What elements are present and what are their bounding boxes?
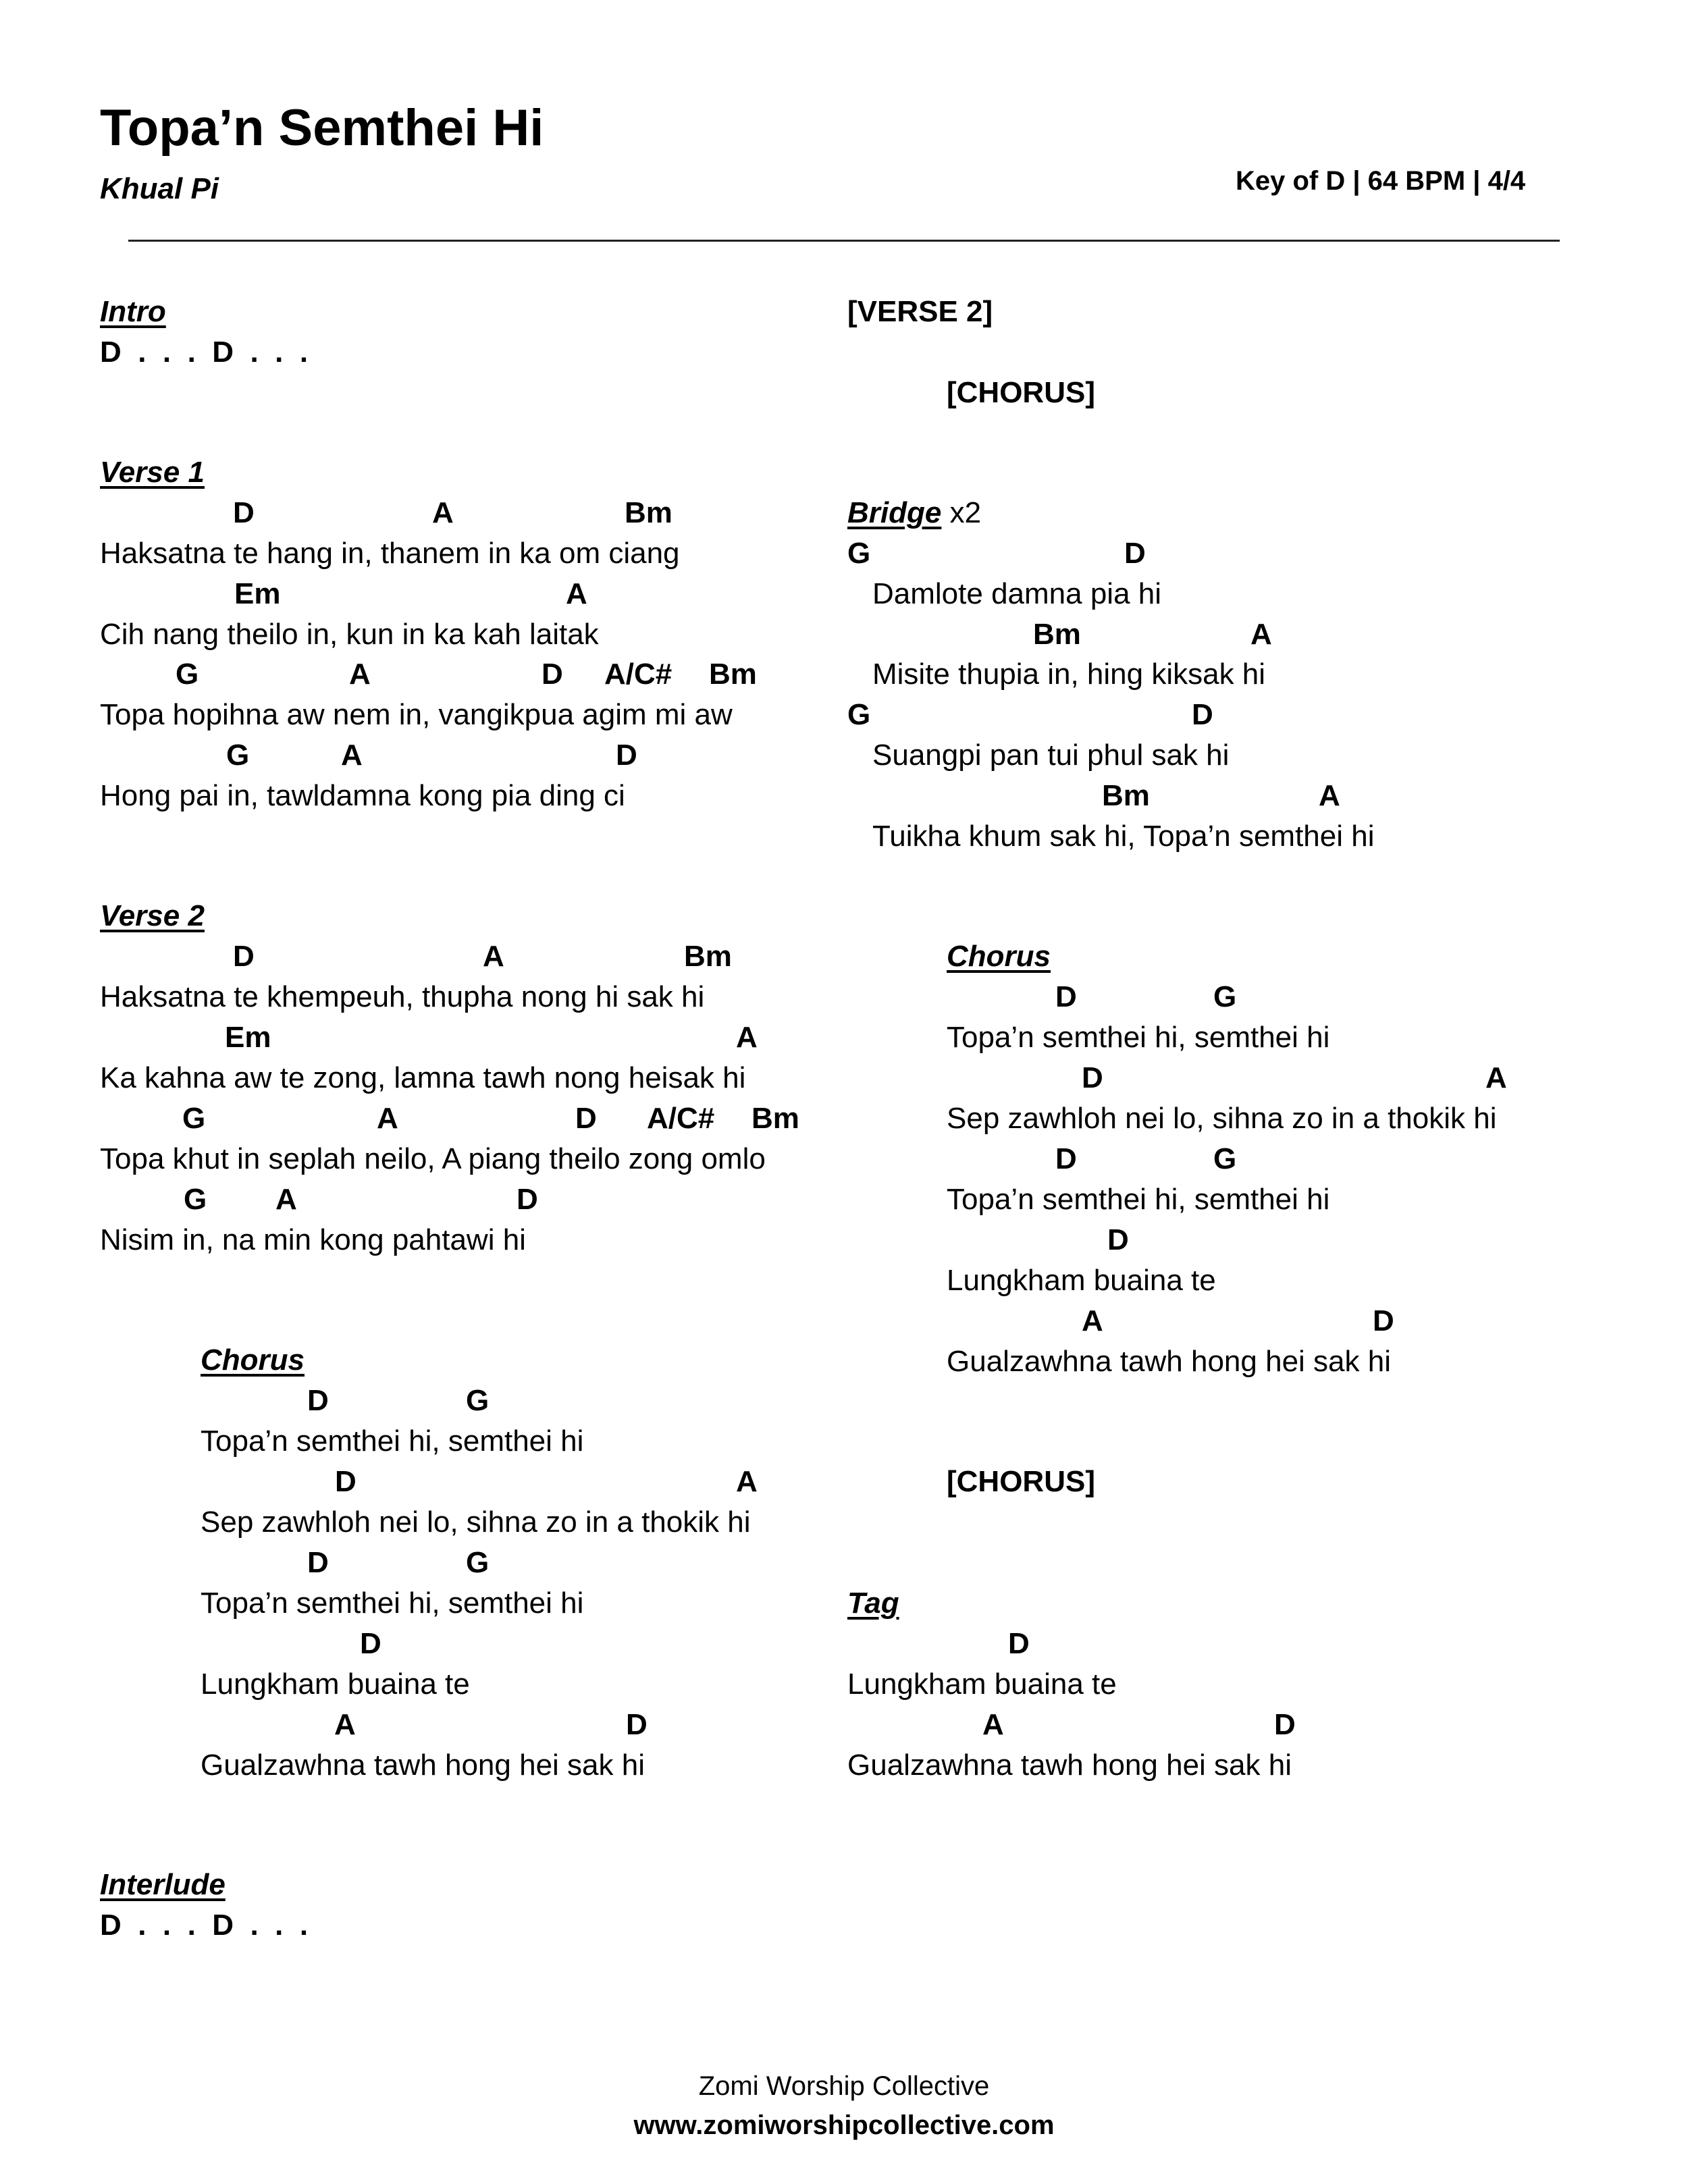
chorus-chord: A xyxy=(736,1465,758,1498)
bridge-lyric: Suangpi pan tui phul sak hi xyxy=(872,739,1230,772)
tag-chord: D xyxy=(1008,1627,1030,1660)
chorus-reference-2: [CHORUS] xyxy=(947,1465,1095,1498)
verse1-chord: A xyxy=(566,577,587,610)
bridge-chord: Bm xyxy=(1102,779,1150,812)
verse2-chord: D xyxy=(517,1183,538,1216)
bridge-chord: D xyxy=(1192,698,1213,731)
verse1-label: Verse 1 xyxy=(100,456,205,489)
verse2-lyric: Haksatna te khempeuh, thupha nong hi sak hi xyxy=(100,980,705,1013)
verse2-lyric: Ka kahna aw te zong, lamna tawh nong heisak hi xyxy=(100,1061,746,1094)
bridge-repeat: x2 xyxy=(949,496,982,529)
verse2-chord: A/C# xyxy=(647,1102,715,1135)
chorus2-label: Chorus xyxy=(947,940,1051,973)
chorus-chord: G xyxy=(466,1546,490,1579)
chorus-chord: D xyxy=(626,1708,648,1741)
verse1-lyric: Topa hopihna aw nem in, vangikpua agim mi aw xyxy=(100,698,733,731)
chorus-chord: A xyxy=(334,1708,356,1741)
chorus2-chord: D xyxy=(1107,1223,1129,1256)
chorus-reference: [CHORUS] xyxy=(947,376,1095,409)
interlude-label: Interlude xyxy=(100,1868,226,1901)
chorus2-chord: G xyxy=(1213,980,1237,1013)
chorus2-lyric: Topa’n semthei hi, semthei hi xyxy=(947,1183,1330,1216)
chorus2-lyric: Gualzawhna tawh hong hei sak hi xyxy=(947,1345,1391,1378)
verse2-lyric: Topa khut in seplah neilo, A piang theilo zong omlo xyxy=(100,1142,766,1175)
verse1-chord: D xyxy=(616,739,637,772)
verse1-lyric: Haksatna te hang in, thanem in ka om ciang xyxy=(100,537,680,570)
tag-lyric: Lungkham buaina te xyxy=(847,1668,1117,1701)
verse2-chord: G xyxy=(182,1102,206,1135)
chorus-lyric: Topa’n semthei hi, semthei hi xyxy=(201,1587,584,1620)
chorus-chord: D xyxy=(307,1546,329,1579)
verse2-chord: Bm xyxy=(684,940,732,973)
verse1-lyric: Cih nang theilo in, kun in ka kah laitak xyxy=(100,618,599,651)
bridge-label-text: Bridge xyxy=(847,496,942,529)
verse2-chord: A xyxy=(736,1021,758,1054)
interlude-chords: D . . . D . . . xyxy=(100,1909,309,1942)
footer-org: Zomi Worship Collective xyxy=(698,2071,990,2101)
chorus2-chord: A xyxy=(1485,1061,1507,1094)
bridge-chord: A xyxy=(1250,618,1272,651)
bridge-lyric: Damlote damna pia hi xyxy=(872,577,1162,610)
chorus-chord: D xyxy=(307,1384,329,1417)
chorus2-lyric: Sep zawhloh nei lo, sihna zo in a thokik hi xyxy=(947,1102,1497,1135)
verse1-chord: Bm xyxy=(625,496,672,529)
intro-label: Intro xyxy=(100,295,166,328)
chorus-label: Chorus xyxy=(201,1343,305,1377)
verse2-chord: D xyxy=(575,1102,597,1135)
chorus-lyric: Sep zawhloh nei lo, sihna zo in a thokik hi xyxy=(201,1506,751,1539)
chorus2-lyric: Lungkham buaina te xyxy=(947,1264,1216,1297)
verse1-chord: A xyxy=(432,496,454,529)
intro-chords: D . . . D . . . xyxy=(100,336,309,369)
verse2-chord: A xyxy=(275,1183,297,1216)
verse1-chord: Em xyxy=(234,577,281,610)
verse2-reference: [VERSE 2] xyxy=(847,295,993,328)
chorus2-chord: D xyxy=(1055,1142,1077,1175)
verse1-chord: D xyxy=(233,496,255,529)
tag-chord: A xyxy=(982,1708,1004,1741)
header-divider xyxy=(128,240,1560,242)
verse2-chord: A xyxy=(377,1102,398,1135)
verse1-chord: G xyxy=(176,658,199,691)
verse1-chord: Bm xyxy=(709,658,757,691)
chorus-chord: D xyxy=(335,1465,357,1498)
tag-lyric: Gualzawhna tawh hong hei sak hi xyxy=(847,1749,1292,1782)
verse2-chord: D xyxy=(233,940,255,973)
chorus2-chord: G xyxy=(1213,1142,1237,1175)
verse2-chord: Bm xyxy=(751,1102,799,1135)
verse1-chord: A xyxy=(341,739,363,772)
chorus2-chord: D xyxy=(1373,1304,1394,1337)
chorus-lyric: Lungkham buaina te xyxy=(201,1668,470,1701)
bridge-chord: G xyxy=(847,698,871,731)
chorus-chord: D xyxy=(360,1627,381,1660)
tag-label: Tag xyxy=(847,1587,899,1620)
chorus2-chord: D xyxy=(1055,980,1077,1013)
verse1-chord: A/C# xyxy=(604,658,672,691)
song-meta: Key of D | 64 BPM | 4/4 xyxy=(1236,166,1526,196)
verse1-chord: G xyxy=(226,739,250,772)
song-artist: Khual Pi xyxy=(100,172,219,205)
chorus-chord: G xyxy=(466,1384,490,1417)
bridge-chord: D xyxy=(1124,537,1146,570)
verse2-chord: Em xyxy=(225,1021,271,1054)
bridge-lyric: Tuikha khum sak hi, Topa’n semthei hi xyxy=(872,820,1375,853)
verse2-label: Verse 2 xyxy=(100,899,205,932)
bridge-chord: A xyxy=(1319,779,1340,812)
chorus2-chord: D xyxy=(1082,1061,1103,1094)
bridge-chord: Bm xyxy=(1033,618,1081,651)
bridge-lyric: Misite thupia in, hing kiksak hi xyxy=(872,658,1266,691)
chorus2-chord: A xyxy=(1082,1304,1103,1337)
verse2-chord: G xyxy=(184,1183,207,1216)
chorus-lyric: Topa’n semthei hi, semthei hi xyxy=(201,1424,584,1458)
footer-url[interactable]: www.zomiworshipcollective.com xyxy=(633,2110,1055,2140)
bridge-label xyxy=(847,498,981,528)
tag-chord: D xyxy=(1274,1708,1296,1741)
verse1-chord: D xyxy=(542,658,563,691)
chorus-lyric: Gualzawhna tawh hong hei sak hi xyxy=(201,1749,645,1782)
verse1-chord: A xyxy=(349,658,371,691)
verse2-lyric: Nisim in, na min kong pahtawi hi xyxy=(100,1223,526,1256)
verse1-lyric: Hong pai in, tawldamna kong pia ding ci xyxy=(100,779,625,812)
verse2-chord: A xyxy=(483,940,504,973)
chorus2-lyric: Topa’n semthei hi, semthei hi xyxy=(947,1021,1330,1054)
song-title: Topa’n Semthei Hi xyxy=(100,99,544,157)
bridge-chord: G xyxy=(847,537,871,570)
